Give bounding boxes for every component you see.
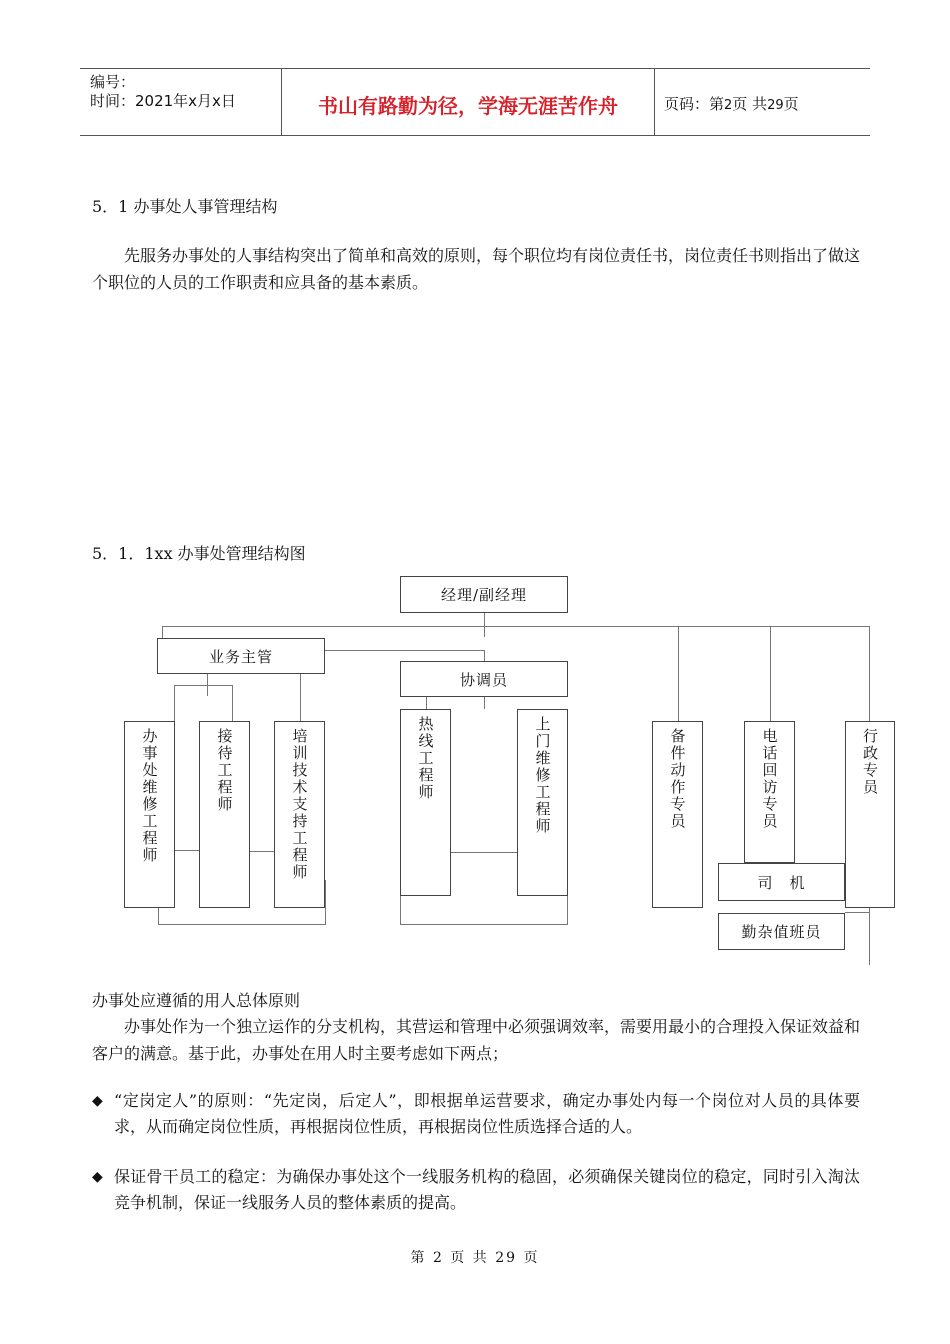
section-title: 5．1 办事处人事管理结构 <box>92 197 278 216</box>
connector-coordinator-down <box>484 697 485 709</box>
connector-to-parts <box>678 626 679 722</box>
org-box-hotline-engineer-label: 热线工程师 <box>416 716 435 801</box>
connector-bottom-left <box>158 924 325 925</box>
org-box-reception-engineer-label: 接待工程师 <box>215 728 234 813</box>
page-code-number: 2 <box>724 98 733 113</box>
header-top-rule <box>80 68 870 69</box>
connector-repair-reception <box>174 850 200 851</box>
org-box-repair-engineer <box>124 721 175 908</box>
connector-bottom-middle <box>400 924 568 925</box>
bullet-text: 保证骨干员工的稳定：为确保办事处这个一线服务机构的稳固，必须确保关键岗位的稳定，同时引入淘汰竞争机制，保证一线服务人员的整体素质的提高。 <box>114 1167 860 1212</box>
connector-to-repair <box>174 685 175 721</box>
org-box-callback-clerk <box>744 721 795 863</box>
org-box-duty-staff: 勤杂值班员 <box>718 913 845 950</box>
page-code-total: 29 <box>767 98 784 113</box>
connector-to-business <box>162 626 163 638</box>
org-box-onsite-engineer-label: 上门维修工程师 <box>533 716 552 835</box>
connector-manager-down <box>484 613 485 637</box>
org-box-admin-clerk <box>845 721 895 908</box>
org-box-manager: 经理/副经理 <box>400 576 568 613</box>
header-page-code <box>664 93 799 114</box>
bullet-diamond-icon: ◆ <box>92 1169 103 1185</box>
connector-business-coordinator <box>325 650 484 651</box>
org-box-business-supervisor: 业务主管 <box>157 638 325 674</box>
bullet-item <box>92 1164 860 1216</box>
org-box-repair-engineer-label: 办事处维修工程师 <box>140 728 159 864</box>
connector-reception-training <box>249 851 275 852</box>
doc-time-label: 时间：2021年x月x日 <box>90 92 236 110</box>
doc-number-label: 编号： <box>90 73 136 91</box>
connector-admin-duty <box>845 912 869 913</box>
bullet-item <box>92 1088 860 1140</box>
page-code-label: 页码：第 <box>664 95 725 113</box>
page-code-end: 页 <box>783 95 799 113</box>
connector-to-training <box>300 674 301 722</box>
page-code-mid: 页 共 <box>732 95 768 113</box>
org-box-coordinator: 协调员 <box>400 661 568 697</box>
bullet-text: “定岗定人”的原则：“先定岗，后定人”，即根据单运营要求，确定办事处内每一个岗位对人员的具体要求，从而确定岗位性质，再根据岗位性质，再根据岗位性质选择合适的人。 <box>114 1091 860 1136</box>
connector-to-reception <box>232 685 233 721</box>
page-footer: 第 2 页 共 29 页 <box>410 1250 540 1266</box>
org-box-reception-engineer <box>199 721 250 908</box>
org-chart-title: 5．1．1xx 办事处管理结构图 <box>92 544 306 563</box>
connector-top-horizontal <box>162 626 870 627</box>
principles-title: 办事处应遵循的用人总体原则 <box>92 991 301 1010</box>
connector-to-callback <box>770 626 771 722</box>
header-motto: 书山有路勤为径，学海无涯苦作舟 <box>318 94 618 118</box>
header-bottom-rule <box>80 135 870 136</box>
org-box-driver: 司 机 <box>718 863 845 901</box>
connector-hotline-onsite <box>451 852 517 853</box>
org-box-parts-clerk-label: 备件动作专员 <box>668 728 687 830</box>
org-box-onsite-engineer <box>517 709 568 896</box>
connector-repair-bottom <box>158 907 159 925</box>
connector-training-bottom <box>325 880 326 925</box>
bullet-diamond-icon: ◆ <box>92 1093 103 1109</box>
intro-paragraph: 先服务办事处的人事结构突出了简单和高效的原则，每个职位均有岗位责任书，岗位责任书则指出了做这个职位的人员的工作职责和应具备的基本素质。 <box>92 246 861 292</box>
org-box-training-engineer <box>274 721 325 908</box>
header-divider-right <box>654 68 655 136</box>
org-box-callback-clerk-label: 电话回访专员 <box>760 728 779 830</box>
header-divider-left <box>281 68 282 136</box>
org-box-hotline-engineer <box>400 709 451 896</box>
org-box-parts-clerk <box>652 721 703 908</box>
connector-to-admin <box>869 626 870 722</box>
connector-business-left <box>174 685 233 686</box>
principles-paragraph: 办事处作为一个独立运作的分支机构，其营运和管理中必须强调效率，需要用最小的合理投入保证效益和客户的满意。基于此，办事处在用人时主要考虑如下两点； <box>92 1017 861 1063</box>
org-box-admin-clerk-label: 行政专员 <box>861 728 879 796</box>
org-box-training-engineer-label: 培训技术支持工程师 <box>290 728 309 881</box>
connector-hotline-bottom <box>400 895 401 925</box>
